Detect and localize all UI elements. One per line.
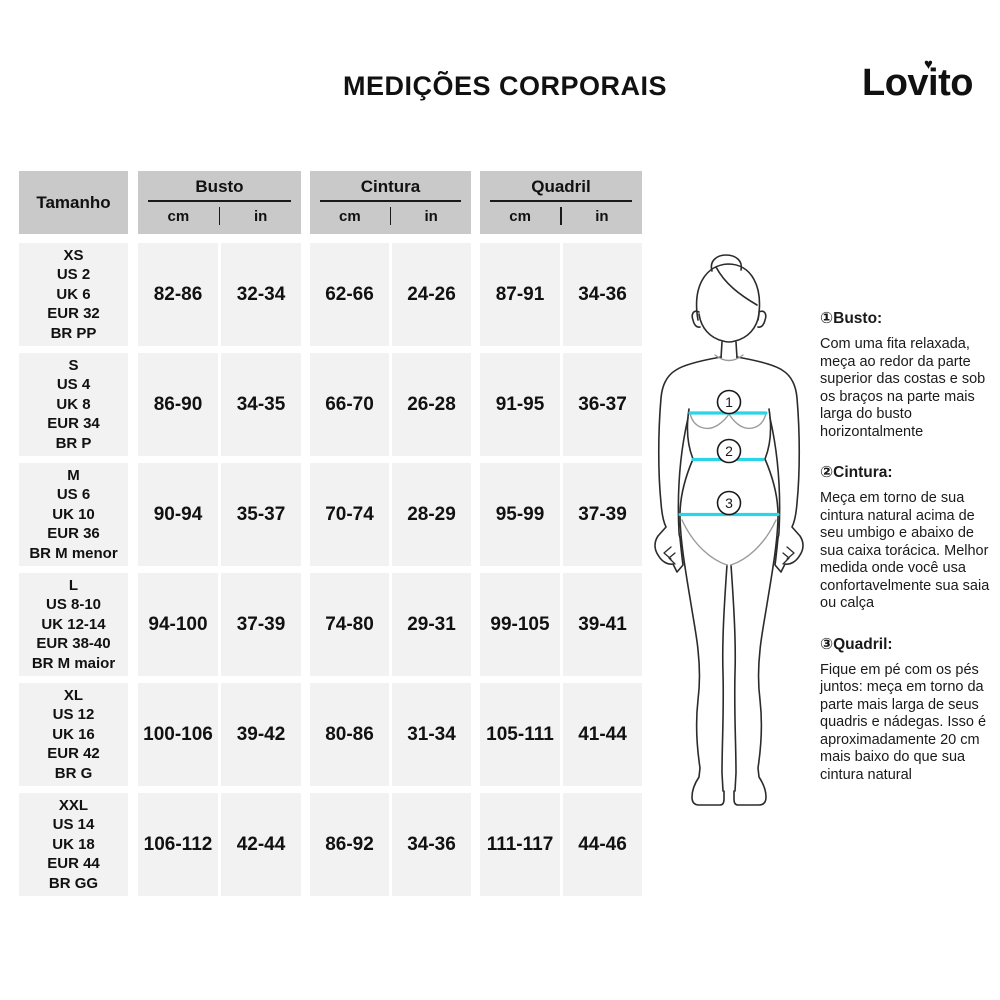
value-cell-quadril-in: 41-44	[563, 683, 642, 786]
size-table-header	[19, 171, 642, 234]
size-line: XL	[63, 686, 84, 704]
value-cell-cintura-cm: 70-74	[310, 463, 389, 566]
value-cell-busto-cm: 106-112	[138, 793, 218, 896]
unit-label-cm: cm	[509, 207, 531, 225]
value-cell-busto-cm: 94-100	[138, 573, 218, 676]
size-line: US 2	[56, 266, 91, 284]
group-label: Quadril	[531, 177, 591, 196]
marker-number-2: 2	[725, 443, 733, 459]
size-line: M	[67, 466, 80, 484]
note-cintura	[820, 463, 994, 613]
value-cell-cintura-cm: 66-70	[310, 353, 389, 456]
size-line: EUR 44	[47, 855, 100, 873]
size-line: BR G	[54, 764, 93, 782]
size-line: UK 12-14	[41, 615, 106, 633]
size-cell	[19, 353, 128, 456]
size-line: EUR 36	[47, 525, 100, 543]
value-cell-busto-cm: 82-86	[138, 243, 218, 346]
size-line: US 12	[52, 706, 95, 724]
value-cell-cintura-in: 31-34	[392, 683, 471, 786]
value-cell-quadril-in: 34-36	[563, 243, 642, 346]
unit-label-in: in	[424, 207, 438, 225]
value-cell-quadril-cm: 87-91	[480, 243, 560, 346]
group-label: Cintura	[360, 177, 421, 196]
size-line: US 8-10	[45, 596, 102, 614]
size-cell	[19, 793, 128, 896]
value-cell-busto-in: 39-42	[221, 683, 301, 786]
size-line: UK 8	[56, 395, 91, 413]
table-row	[19, 243, 642, 346]
size-line: BR GG	[48, 874, 99, 892]
heart-icon	[924, 56, 932, 73]
unit-label-cm: cm	[167, 207, 190, 225]
value-cell-quadril-cm: 91-95	[480, 353, 560, 456]
size-line: US 6	[56, 486, 91, 504]
brand-logo-text: Lovito	[862, 62, 973, 104]
body-outline	[655, 255, 803, 805]
size-line: BR M menor	[29, 544, 118, 562]
size-table	[19, 171, 642, 903]
table-row	[19, 683, 642, 786]
column-group-cintura	[310, 171, 471, 234]
column-group-quadril	[480, 171, 642, 234]
value-cell-cintura-in: 34-36	[392, 793, 471, 896]
size-line: BR P	[55, 434, 92, 452]
value-cell-quadril-in: 37-39	[563, 463, 642, 566]
value-cell-quadril-in: 39-41	[563, 573, 642, 676]
note-body: Fique em pé com os pés juntos: meça em torno da parte mais larga de seus quadris e nádegas. Isso é aproximadamente 20 cm mais baixo do que sua cintura natural	[820, 661, 987, 783]
unit-label-in: in	[253, 207, 268, 225]
value-cell-cintura-cm: 80-86	[310, 683, 389, 786]
unit-label-in: in	[595, 207, 609, 225]
note-heading: ③Quadril:	[820, 635, 893, 653]
size-line: EUR 42	[47, 745, 100, 763]
note-quadril	[820, 635, 994, 785]
group-label: Busto	[195, 177, 244, 196]
size-line: US 4	[56, 376, 91, 394]
size-line: UK 16	[52, 725, 95, 743]
value-cell-busto-cm: 86-90	[138, 353, 218, 456]
table-row	[19, 573, 642, 676]
brand-logo	[862, 62, 973, 105]
value-cell-cintura-in: 24-26	[392, 243, 471, 346]
value-cell-quadril-in: 44-46	[563, 793, 642, 896]
note-body: Meça em torno de sua cintura natural acima de seu umbigo e abaixo de sua caixa torácica. Melhor medida onde você usa confortavelmente sua saia ou calça	[820, 490, 990, 611]
value-cell-cintura-cm: 74-80	[310, 573, 389, 676]
note-heading: ①Busto:	[820, 310, 883, 327]
note-body: Com uma fita relaxada, meça ao redor da parte superior das costas e sob os braços na parte mais larga do busto horizontalmente	[820, 336, 986, 440]
size-cell	[19, 573, 128, 676]
unit-label-cm: cm	[339, 207, 361, 225]
value-cell-busto-in: 35-37	[221, 463, 301, 566]
size-line: UK 18	[52, 835, 95, 853]
body-figure-illustration	[630, 248, 830, 818]
note-heading: ②Cintura:	[820, 464, 893, 481]
size-line: XS	[63, 246, 84, 264]
page-title: MEDIÇÕES CORPORAIS	[343, 71, 668, 101]
size-cell	[19, 683, 128, 786]
note-busto	[820, 309, 994, 441]
value-cell-cintura-cm: 62-66	[310, 243, 389, 346]
size-line: XXL	[58, 796, 89, 814]
size-table-body	[19, 243, 642, 896]
size-line: BR M maior	[31, 654, 116, 672]
value-cell-busto-in: 32-34	[221, 243, 301, 346]
size-line: EUR 32	[47, 305, 100, 323]
table-row	[19, 463, 642, 566]
measuring-notes	[820, 309, 994, 806]
marker-number-1: 1	[725, 394, 733, 410]
value-cell-quadril-in: 36-37	[563, 353, 642, 456]
value-cell-quadril-cm: 111-117	[480, 793, 560, 896]
size-line: BR PP	[50, 324, 97, 342]
value-cell-busto-cm: 90-94	[138, 463, 218, 566]
value-cell-quadril-cm: 105-111	[480, 683, 560, 786]
value-cell-cintura-cm: 86-92	[310, 793, 389, 896]
size-line: UK 10	[52, 505, 95, 523]
size-line: L	[68, 576, 79, 594]
size-cell	[19, 463, 128, 566]
value-cell-quadril-cm: 99-105	[480, 573, 560, 676]
size-line: US 14	[52, 816, 95, 834]
value-cell-busto-in: 42-44	[221, 793, 301, 896]
value-cell-busto-cm: 100-106	[138, 683, 218, 786]
column-group-busto	[138, 171, 301, 234]
table-row	[19, 353, 642, 456]
column-header-tamanho: Tamanho	[19, 171, 128, 234]
size-line: UK 6	[56, 285, 91, 303]
size-line: S	[68, 356, 79, 374]
size-line: EUR 34	[47, 415, 100, 433]
size-cell	[19, 243, 128, 346]
value-cell-cintura-in: 26-28	[392, 353, 471, 456]
value-cell-busto-in: 37-39	[221, 573, 301, 676]
value-cell-cintura-in: 29-31	[392, 573, 471, 676]
measurement-markers	[718, 391, 741, 515]
marker-number-3: 3	[725, 495, 733, 511]
body-figure	[630, 248, 830, 818]
value-cell-quadril-cm: 95-99	[480, 463, 560, 566]
table-row	[19, 793, 642, 896]
value-cell-cintura-in: 28-29	[392, 463, 471, 566]
size-line: EUR 38-40	[36, 635, 111, 653]
value-cell-busto-in: 34-35	[221, 353, 301, 456]
